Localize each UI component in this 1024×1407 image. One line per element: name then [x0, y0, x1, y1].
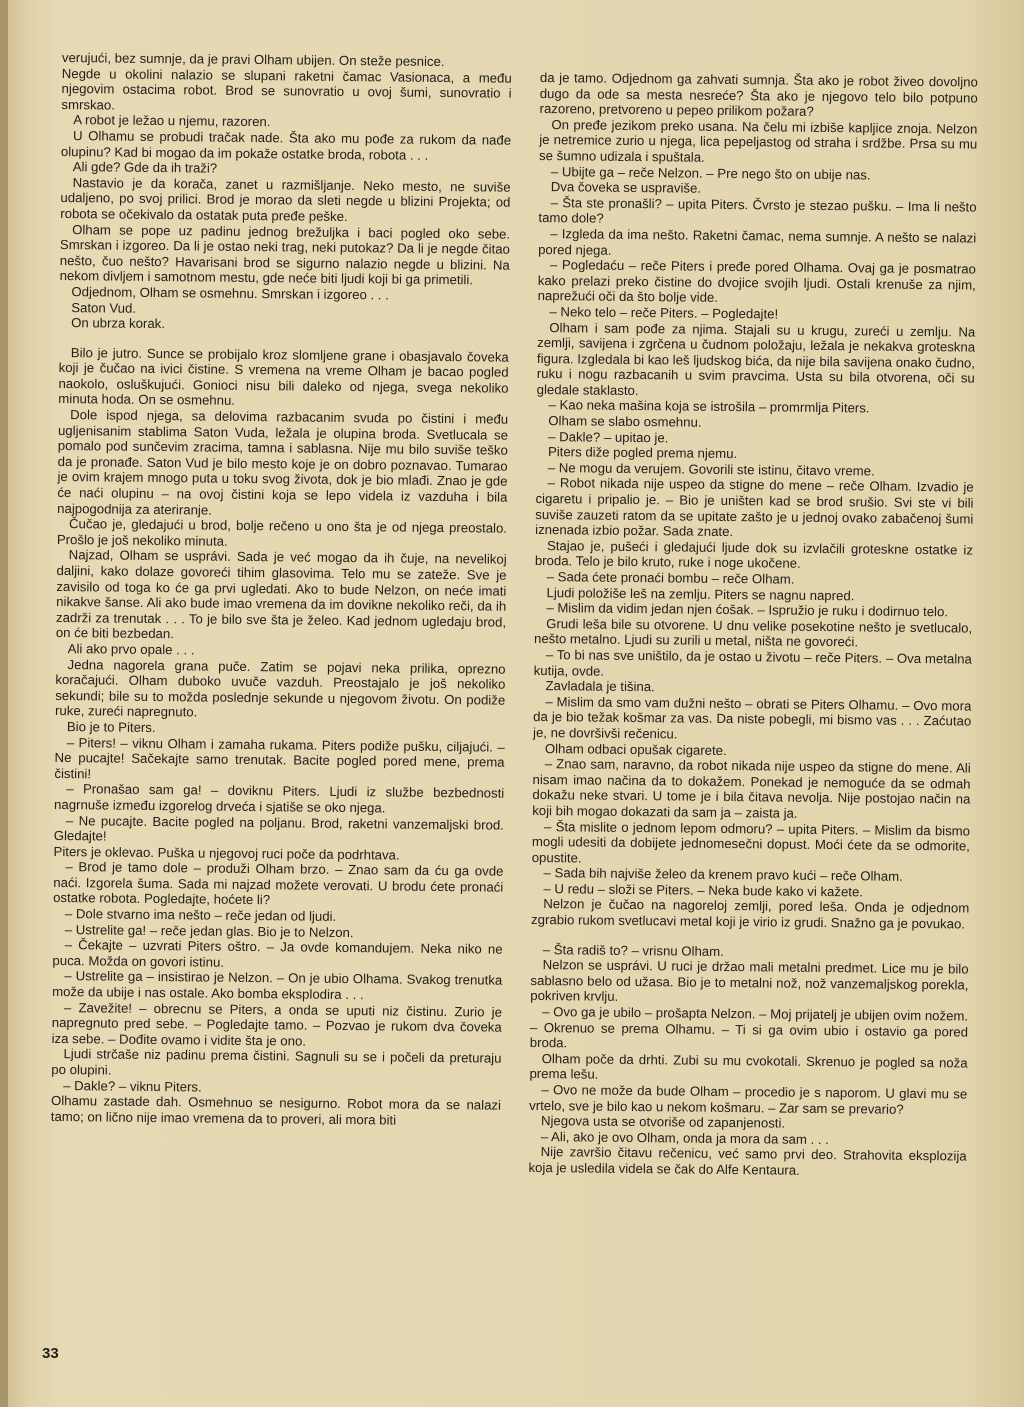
paragraph: Olhamu zastade dah. Osmehnuo se nesigurno. Robot mora da se nalazi tamo; on lično nije imao vremena da to proveri, ali mora biti	[50, 1093, 502, 1128]
page-spine	[0, 0, 8, 1407]
paragraph: – Sada ćete pronaći bombu – reče Olham.	[546, 569, 795, 587]
paragraph: – Ustrelite ga! – reče jedan glas. Bio je to Nelzon.	[64, 921, 354, 940]
paragraph: – To bi nas sve uništilo, da je ostao u životu – reče Piters. – Ova metalna kutija, ovde.	[533, 647, 972, 679]
paragraph: On ubrza korak.	[71, 315, 166, 332]
paragraph: Negde u okolini nalazio se slupani raketni čamac Vasionaca, a među njegovim ostacima robot. Brod se sunovratio u ovoj šumi, sunovratio i smrskao.	[61, 65, 512, 113]
paragraph: Olham se slabo osmehnu.	[548, 413, 702, 430]
paragraph: Nije završio čitavu rečenicu, već samo prvi deo. Strahovita eksplozija koja je usledila videla se čak do Alfe Kentaura.	[528, 1144, 967, 1178]
paragraph: – Šta mislite o jednom lepom odmoru? – upita Piters. – Mislim da bismo mogli udesiti da dobijete jednomesečni dopust. Moći ćete da se odmorite, opustite.	[531, 818, 971, 866]
paragraph: Dva čoveka se uspraviše.	[550, 179, 702, 196]
paragraph: Olham i sam pođe za njima. Stajali su u krugu, zureći u zemlju. Na zemlji, savijena i zgrčena u čudnom položaju, ležala je nekakva groteskna figura. Izgledala bi kao leš ljudskog bića, da nije bila savijena onako čudno, ruku i nogu razbacanih u svim pravcima. Usta su bila otvorena, oči su gledale staklasto.	[536, 319, 976, 398]
paragraph: – Čekajte – uzvrati Piters oštro. – Ja ovde komandujem. Neka niko ne puca. Možda on govori istinu.	[52, 937, 503, 970]
paragraph: Nelzon je čučao na nagoreloj zemlji, pored leša. Onda je odjednom zgrabio rukom svetlucavi metal koji je virio iz grudi. Snažno ga je povukao.	[531, 896, 970, 932]
left-text-column	[51, 50, 512, 1129]
paragraph: – U redu – složi se Piters. – Neka bude kako vi kažete.	[543, 880, 864, 900]
paragraph: – Dakle? – viknu Piters.	[63, 1077, 202, 1095]
paragraph: – Ali, ako je ovo Olham, onda ja mora da sam . . .	[540, 1128, 829, 1147]
paragraph: Dole ispod njega, sa delovima razbacanim svuda po čistini i među ugljenisanim stablima Saton Vuda, ležala je olupina broda. Svetlucala se pomalo pod sunčevim zracima, tamna i sablasna. Nije mu bilo suviše teško da je pronađe. Saton Vud je bilo mesto koje je on dobro poznavao. Tumarao je ovim krajem mnogo puta u toku svog života, dok je bio mlađi. Znao je gde će naći olupinu – na ovoj čistini koja se lepo videla iz vazduha i bila najpogodnija za ateriranje.	[57, 407, 509, 518]
paragraph: Olham poče da drhti. Zubi su mu cvokotali. Skrenuo je pogled sa noža prema lešu.	[529, 1050, 968, 1083]
paragraph: Jedna nagorela grana puče. Zatim se pojavi neka prilika, oprezno koračajući. Olham duboko uvuče vazduh. Preostajalo je još nekoliko sekundi; bile su to možda poslednje sekunde u njegovom životu. On podiže ruke, zureći napregnuto.	[55, 656, 506, 720]
right-text-column	[528, 70, 978, 1180]
paragraph: A robot je ležao u njemu, razoren.	[73, 112, 271, 130]
paragraph: – Šta ste pronašli? – upita Piters. Čvrsto je stezao pušku. – Ima li nešto tamo dole?	[538, 194, 977, 227]
paragraph: Najzad, Olham se usprávi. Sada je već mogao da ih čuje, na nevelikoj daljini, kako dolaze govoreći tihim glasovima. Telo mu se zateže. Sve je zavisilo od toga ko će ga prvi ugledati. Ako to bude Nelzon, on neće imati nikakve šanse. Ali ako bude imao vremena da im dovikne nekoliko reči, da ih zadrži za trenutak . . . To je bilo sve šta je želeo. Kad jednom ugledaju brod, on će biti bezbedan.	[55, 547, 507, 642]
paragraph: U Olhamu se probudi tračak nade. Šta ako mu pođe za rukom da nađe olupinu? Kad bi mogao da im pokaže ostatke broda, robota . . .	[60, 128, 512, 163]
paragraph: – Piters! – viknu Olham i zamaha rukama. Piters podiže pušku, ciljajući. – Ne pucajte! Sačekajte samo trenutak. Bacite pogled pored mene, prema čistini!	[54, 734, 505, 782]
paragraph: Stajao je, pušeći i gledajući ljude dok su izvlačili groteskne ostatke iz broda. Telo je bilo kruto, ruke i noge ukočene.	[534, 537, 974, 572]
paragraph: Bio je to Piters.	[66, 719, 156, 735]
paragraph: – Neko telo – reče Piters. – Pogledajte!	[549, 304, 779, 322]
paragraph: Piters je oklevao. Puška u njegovoj ruci poče da podrhtava.	[53, 843, 400, 863]
paragraph: Grudi leša bile su otvorene. U dnu velike posekotine nešto je svetlucalo, nešto metalno. Ljudi su zurili u metal, ništa ne govoreći.	[533, 615, 973, 650]
paragraph: – Pogledaću – reče Piters i pređe pored Olhama. Ovaj ga je posmatrao kako prelazi preko čistine do dvojice svojih ljudi. Ostali krenuše za njim, naprežući oči da što bolje vide.	[537, 257, 977, 306]
paragraph: – Mislim da smo vam dužni nešto – obrati se Piters Olhamu. – Ovo mora da je bio težak košmar za vas. Da niste pobegli, mi bismo vas . . . Zaćutao je, ne dovršivši rečenicu.	[532, 693, 972, 742]
paragraph: – Sada bih najviše želeo da krenem pravo kući – reče Olham.	[543, 865, 903, 885]
paragraph: – Šta radiš to? – vrisnu Olham.	[542, 941, 724, 959]
paragraph: Ljudi položiše leš na zemlju. Piters se nagnu napred.	[546, 584, 855, 603]
paragraph: – Ovo ne može da bude Olham – procedio je s naporom. U glavi mu se vrtelo, sve je bilo kao u nekom košmaru. – Zar sam se prevario?	[529, 1082, 968, 1117]
paragraph: Olham odbaci opušak cigarete.	[544, 740, 727, 758]
paragraph: Čučao je, gledajući u brod, bolje rečeno u ono šta je od njega preostalo. Prošlo je još nekoliko minuta.	[56, 516, 508, 549]
paragraph: Odjednom, Olham se osmehnu. Smrskan i izgoreo . . .	[71, 284, 389, 303]
paragraph: verujući, bez sumnje, da je pravi Olham ubijen. On steže pesnice.	[61, 50, 445, 70]
paragraph: – Ustrelite ga – insistirao je Nelzon. – On je ubio Olhama. Svakog trenutka može da ubije i nas ostale. Ako bomba eksplodira . . .	[52, 968, 503, 1003]
paragraph: – Dakle? – upitao je.	[548, 428, 669, 446]
paragraph: – Izgleda da ima nešto. Raketni čamac, nema sumnje. A nešto se nalazi pored njega.	[538, 226, 977, 258]
paragraph: – Ovo ga je ubilo – prošapta Nelzon. – Moj prijatelj je ubijen ovim nožem. – Okrenuo se prema Olhamu. – Ti si ga ovim ubio i ostavio ga pored broda.	[529, 1004, 969, 1051]
paragraph: – Dole stvarno ima nešto – reče jedan od ljudi.	[64, 906, 337, 924]
paragraph: – Mislim da vidim jedan njen ćošak. – Ispružio je ruku i dodirnuo telo.	[546, 600, 949, 620]
paragraph: Ali ako prvo opale . . .	[67, 641, 195, 658]
paragraph: Nelzon se usprávi. U ruci je držao mali metalni predmet. Lice mu je bilo sablasno belo od užasa. Bio je to metalni nož, nož vanzemaljskog porekla, pokriven krvlju.	[530, 957, 969, 1005]
paragraph: – Zavežite! – obrecnu se Piters, a onda se uputi niz čistinu. Zurio je napregnuto pred sebe. – Pogledajte tamo. – Pozvao je rukom dva čoveka iza sebe. – Dođite ovamo i vidite šta je ono.	[51, 999, 503, 1049]
paragraph: – Ne pucajte. Bacite pogled na poljanu. Brod, raketni vanzemaljski brod. Gledajte!	[53, 812, 504, 844]
paragraph: On pređe jezikom preko usana. Na čelu mi izbiše kapljice znoja. Nelzon je netremice zurio u njega, lica pepeljastog od straha i srdžbe. Prsa su mu se šumno udizala i spuštala.	[539, 116, 978, 165]
paragraph: Ljudi strčaše niz padinu prema čistini. Sagnuli su se i počeli da preturaju po olupini.	[51, 1046, 502, 1078]
paragraph: Saton Vud.	[71, 299, 137, 316]
paragraph: – Znao sam, naravno, da robot nikada nije uspeo da stigne do mene. Ali nisam imao načina da to dokažem. Ponekad je nemoguće da se odmah dokažu neke stvari. U tome je i bila čitava nevolja. Nije postojao način na koji bih mogao dokazati da sam ja – zaista ja.	[532, 756, 971, 821]
paragraph: – Ne mogu da verujem. Govorili ste istinu, čitavo vreme.	[547, 459, 875, 479]
paragraph: – Ubijte ga – reče Nelzon. – Pre nego što on ubije nas.	[550, 163, 871, 183]
paragraph: Njegova usta se otvoriše od zapanjenosti.	[540, 1113, 786, 1131]
paragraph: da je tamo. Odjednom ga zahvati sumnja. Šta ako je robot živeo dovoljno dugo da ode sa mesta nesreće? Šta ako je njegovo telo bilo potpuno razoreno, pretvoreno u pepeo prilikom požara?	[539, 70, 978, 120]
page-number: 33	[42, 1345, 59, 1362]
paragraph: Nastavio je da korača, zanet u razmišljanje. Neko mesto, ne suviše udaljeno, po svoj prilici. Brod je morao da sleti negde u blizini Projekta; od robota se očekivalo da ostatak puta pređe peške.	[60, 174, 511, 224]
paragraph: – Brod je tamo dole – produži Olham brzo. – Znao sam da ću ga ovde naći. Izgorela šuma. Sada mi najzad možete verovati. U brodu ćete pronaći ostatke robota. Pogledajte, hoćete li?	[53, 859, 504, 908]
paragraph: – Pronašao sam ga! – doviknu Piters. Ljudi iz službe bezbednosti nagrnuše između izgorelog drveća i sjatiše se oko njega.	[54, 781, 505, 816]
paragraph: – Robot nikada nije uspeo da stigne do mene – reče Olham. Izvadio je cigaretu i pripalio je. – Bio je uništen kad se brod srušio. Svi ste vi bili suviše zauzeti ratom da se upitate zašto je u jednoj ovako zabačenoj šumi iznenada izbio požar. Sada znate.	[535, 475, 974, 540]
paragraph: Olham se pope uz padinu jednog brežuljka i baci pogled oko sebe. Smrskan i izgoreo. Da li je ostao neki trag, neki putokaz? Da li je negde čitao nešto, čuo nešto? Havarisani brod se sigurno nalazio negde u blizini. Na nekom divljem i samotnom mestu, gde neće biti ljudi koji bi ga primetili.	[59, 221, 511, 288]
paragraph: Ali gde? Gde da ih traži?	[72, 159, 218, 176]
paragraph: Piters diže pogled prema njemu.	[547, 444, 738, 462]
paragraph: – Kao neka mašina koja se istrošila – promrmlja Piters.	[548, 397, 870, 416]
paragraph: Zavladala je tišina.	[545, 678, 655, 695]
paragraph: Bilo je jutro. Sunce se probijalo kroz slomljene grane i obasjavalo čoveka koji je čučao na ivici čistine. S vremena na vreme Olham je bacao pogled naokolo, osluškujući. Gonioci nisu bili daleko od njega, svega nekoliko minuta hoda. On se osmehnu.	[58, 344, 509, 409]
